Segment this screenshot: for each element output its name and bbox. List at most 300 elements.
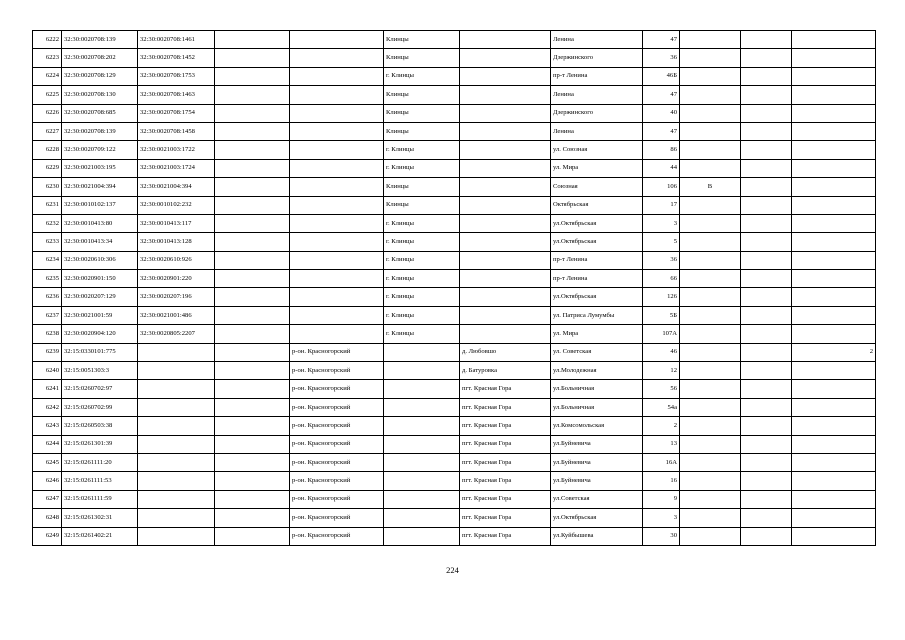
- cell-district: р-он. Красногорский: [290, 380, 384, 398]
- cell-house: 2: [643, 417, 680, 435]
- cell-row-number: 6236: [33, 288, 62, 306]
- cell-col-4: [215, 472, 290, 490]
- cell-building: [680, 527, 741, 545]
- cell-cadastral-number: 32:15:0261111:59: [62, 490, 138, 508]
- cell-col-4: [215, 251, 290, 269]
- cell-object-number: [138, 435, 215, 453]
- cell-settlement: пгт. Красная Гора: [460, 417, 551, 435]
- cell-row-number: 6228: [33, 141, 62, 159]
- cell-district: р-он. Красногорский: [290, 417, 384, 435]
- cell-house: 5: [643, 233, 680, 251]
- cell-col-4: [215, 490, 290, 508]
- cell-building: [680, 233, 741, 251]
- cell-col-12: [792, 453, 876, 471]
- cell-object-number: 32:30:0010102:232: [138, 196, 215, 214]
- cell-object-number: 32:30:0020901:220: [138, 270, 215, 288]
- cell-street: ул. Союзная: [551, 141, 643, 159]
- cell-city: г. Клинцы: [384, 233, 460, 251]
- table-row: [33, 104, 876, 122]
- cell-col-12: [792, 509, 876, 527]
- cell-city: [384, 527, 460, 545]
- cell-col-11: [741, 251, 792, 269]
- cell-building: [680, 398, 741, 416]
- cell-district: [290, 122, 384, 140]
- cell-district: р-он. Красногорский: [290, 527, 384, 545]
- table-row: [33, 453, 876, 471]
- cell-row-number: 6246: [33, 472, 62, 490]
- cell-house: 3: [643, 214, 680, 232]
- cell-col-4: [215, 435, 290, 453]
- cell-col-12: [792, 435, 876, 453]
- cell-building: [680, 417, 741, 435]
- cell-col-12: [792, 67, 876, 85]
- cell-col-4: [215, 214, 290, 232]
- cell-house: 47: [643, 122, 680, 140]
- table-row: [33, 233, 876, 251]
- cell-cadastral-number: 32:30:0010413:34: [62, 233, 138, 251]
- cell-col-12: 2: [792, 343, 876, 361]
- cell-row-number: 6223: [33, 49, 62, 67]
- cell-settlement: пгт. Красная Гора: [460, 380, 551, 398]
- cell-house: 47: [643, 31, 680, 49]
- cell-building: [680, 31, 741, 49]
- cell-city: Клинцы: [384, 49, 460, 67]
- cell-col-11: [741, 306, 792, 324]
- cell-cadastral-number: 32:30:0020708:129: [62, 67, 138, 85]
- cell-building: [680, 104, 741, 122]
- cell-col-11: [741, 472, 792, 490]
- cell-street: Дзержинского: [551, 49, 643, 67]
- table-row: [33, 270, 876, 288]
- cell-settlement: пгт. Красная Гора: [460, 490, 551, 508]
- cell-building: [680, 288, 741, 306]
- cell-district: [290, 214, 384, 232]
- cell-settlement: пгт. Красная Гора: [460, 472, 551, 490]
- cell-house: 12: [643, 362, 680, 380]
- cell-col-4: [215, 67, 290, 85]
- cell-district: [290, 141, 384, 159]
- cell-building: В: [680, 178, 741, 196]
- cell-street: ул. Патриса Лумумбы: [551, 306, 643, 324]
- table-row: [33, 159, 876, 177]
- cell-row-number: 6247: [33, 490, 62, 508]
- cell-col-12: [792, 159, 876, 177]
- cell-city: [384, 343, 460, 361]
- cell-col-4: [215, 49, 290, 67]
- cell-col-12: [792, 380, 876, 398]
- cell-building: [680, 122, 741, 140]
- cell-building: [680, 453, 741, 471]
- cell-district: [290, 233, 384, 251]
- cell-col-11: [741, 214, 792, 232]
- cell-row-number: 6237: [33, 306, 62, 324]
- cell-col-12: [792, 214, 876, 232]
- cell-city: г. Клинцы: [384, 141, 460, 159]
- cell-house: 126: [643, 288, 680, 306]
- cell-cadastral-number: 32:15:0261111:53: [62, 472, 138, 490]
- cell-col-12: [792, 233, 876, 251]
- cell-building: [680, 306, 741, 324]
- cell-object-number: [138, 453, 215, 471]
- cell-house: 5Б: [643, 306, 680, 324]
- cell-object-number: [138, 417, 215, 435]
- cell-row-number: 6226: [33, 104, 62, 122]
- cell-city: [384, 398, 460, 416]
- cell-settlement: [460, 122, 551, 140]
- cell-cadastral-number: 32:15:0260702:97: [62, 380, 138, 398]
- cell-col-11: [741, 343, 792, 361]
- cell-cadastral-number: 32:30:0021001:59: [62, 306, 138, 324]
- cell-row-number: 6235: [33, 270, 62, 288]
- cell-col-12: [792, 490, 876, 508]
- cell-col-11: [741, 122, 792, 140]
- cell-building: [680, 196, 741, 214]
- cell-district: р-он. Красногорский: [290, 490, 384, 508]
- cell-col-4: [215, 398, 290, 416]
- cell-street: ул.Молодежная: [551, 362, 643, 380]
- cell-city: г. Клинцы: [384, 251, 460, 269]
- cell-cadastral-number: 32:30:0020901:150: [62, 270, 138, 288]
- cell-col-12: [792, 472, 876, 490]
- cell-house: 86: [643, 141, 680, 159]
- cell-district: р-он. Красногорский: [290, 453, 384, 471]
- cell-building: [680, 362, 741, 380]
- cell-object-number: 32:30:0010413:128: [138, 233, 215, 251]
- cell-district: [290, 196, 384, 214]
- cell-street: Дзержинского: [551, 104, 643, 122]
- cell-cadastral-number: 32:30:0021003:195: [62, 159, 138, 177]
- cell-street: Ленина: [551, 122, 643, 140]
- cell-row-number: 6248: [33, 509, 62, 527]
- cell-district: р-он. Красногорский: [290, 343, 384, 361]
- cell-object-number: 32:30:0021004:394: [138, 178, 215, 196]
- cell-house: 36: [643, 49, 680, 67]
- cell-col-11: [741, 86, 792, 104]
- cell-settlement: [460, 86, 551, 104]
- cell-col-11: [741, 509, 792, 527]
- cell-district: [290, 104, 384, 122]
- cell-street: ул.Больничная: [551, 398, 643, 416]
- cell-cadastral-number: 32:30:0010413:80: [62, 214, 138, 232]
- cell-district: р-он. Красногорский: [290, 398, 384, 416]
- cell-building: [680, 214, 741, 232]
- cell-house: 47: [643, 86, 680, 104]
- cell-col-4: [215, 509, 290, 527]
- cell-city: г. Клинцы: [384, 270, 460, 288]
- cell-house: 13: [643, 435, 680, 453]
- table-row: [33, 178, 876, 196]
- cell-city: [384, 490, 460, 508]
- cell-house: 54а: [643, 398, 680, 416]
- cell-city: [384, 380, 460, 398]
- cell-col-4: [215, 86, 290, 104]
- table-row: [33, 362, 876, 380]
- cell-cadastral-number: 32:15:0261301:39: [62, 435, 138, 453]
- cell-row-number: 6243: [33, 417, 62, 435]
- cell-district: [290, 67, 384, 85]
- cell-cadastral-number: 32:30:0020709:122: [62, 141, 138, 159]
- table-row: [33, 435, 876, 453]
- cell-object-number: 32:30:0021003:1724: [138, 159, 215, 177]
- cell-street: ул.Буйневича: [551, 435, 643, 453]
- cell-col-4: [215, 453, 290, 471]
- cell-building: [680, 141, 741, 159]
- cell-city: [384, 362, 460, 380]
- cell-row-number: 6240: [33, 362, 62, 380]
- cell-house: 106: [643, 178, 680, 196]
- cell-building: [680, 380, 741, 398]
- cell-city: г. Клинцы: [384, 159, 460, 177]
- cell-cadastral-number: 32:15:0261302:31: [62, 509, 138, 527]
- cell-building: [680, 159, 741, 177]
- cell-street: ул.Больничная: [551, 380, 643, 398]
- cell-cadastral-number: 32:30:0020708:130: [62, 86, 138, 104]
- cell-settlement: [460, 49, 551, 67]
- cell-street: Ленина: [551, 31, 643, 49]
- cell-cadastral-number: 32:15:0260503:38: [62, 417, 138, 435]
- table-row: [33, 509, 876, 527]
- cell-col-11: [741, 325, 792, 343]
- cell-object-number: 32:30:0020708:1461: [138, 31, 215, 49]
- cell-building: [680, 67, 741, 85]
- table-row: [33, 527, 876, 545]
- cell-settlement: [460, 159, 551, 177]
- cell-cadastral-number: 32:15:0330101:775: [62, 343, 138, 361]
- cell-settlement: пгт. Красная Гора: [460, 398, 551, 416]
- cell-settlement: [460, 233, 551, 251]
- cell-cadastral-number: 32:30:0020708:139: [62, 31, 138, 49]
- cell-district: [290, 31, 384, 49]
- cell-col-11: [741, 67, 792, 85]
- cell-settlement: [460, 104, 551, 122]
- cell-col-11: [741, 196, 792, 214]
- cell-col-11: [741, 398, 792, 416]
- cell-object-number: [138, 398, 215, 416]
- cell-building: [680, 435, 741, 453]
- cell-col-11: [741, 233, 792, 251]
- cell-object-number: 32:30:0020708:1463: [138, 86, 215, 104]
- cell-col-4: [215, 159, 290, 177]
- cell-building: [680, 251, 741, 269]
- cell-settlement: [460, 270, 551, 288]
- cell-object-number: 32:30:0020207:196: [138, 288, 215, 306]
- cell-col-12: [792, 417, 876, 435]
- cell-city: г. Клинцы: [384, 306, 460, 324]
- cell-col-12: [792, 362, 876, 380]
- cell-col-12: [792, 270, 876, 288]
- cell-object-number: [138, 472, 215, 490]
- cell-cadastral-number: 32:30:0021004:394: [62, 178, 138, 196]
- cell-house: 17: [643, 196, 680, 214]
- cell-street: ул.Куйбышева: [551, 527, 643, 545]
- cell-col-12: [792, 141, 876, 159]
- cell-house: 46: [643, 343, 680, 361]
- cell-house: 107А: [643, 325, 680, 343]
- cell-city: Клинцы: [384, 122, 460, 140]
- cell-house: 30: [643, 527, 680, 545]
- cell-col-4: [215, 31, 290, 49]
- cell-object-number: 32:30:0021001:486: [138, 306, 215, 324]
- cell-col-4: [215, 233, 290, 251]
- table-row: [33, 380, 876, 398]
- cell-row-number: 6231: [33, 196, 62, 214]
- cell-city: Клинцы: [384, 31, 460, 49]
- cell-object-number: 32:30:0020708:1753: [138, 67, 215, 85]
- cell-row-number: 6224: [33, 67, 62, 85]
- cell-row-number: 6225: [33, 86, 62, 104]
- cell-row-number: 6234: [33, 251, 62, 269]
- table-row: [33, 288, 876, 306]
- cell-col-12: [792, 196, 876, 214]
- cell-street: ул.Советская: [551, 490, 643, 508]
- cell-col-4: [215, 306, 290, 324]
- cell-street: пр-т Ленина: [551, 251, 643, 269]
- cell-settlement: пгт. Красная Гора: [460, 435, 551, 453]
- cell-building: [680, 509, 741, 527]
- cell-house: 44: [643, 159, 680, 177]
- cell-cadastral-number: 32:15:0260702:99: [62, 398, 138, 416]
- cell-col-11: [741, 490, 792, 508]
- cell-col-11: [741, 380, 792, 398]
- cell-row-number: 6233: [33, 233, 62, 251]
- table-row: [33, 251, 876, 269]
- cell-settlement: [460, 306, 551, 324]
- cell-city: [384, 417, 460, 435]
- cell-col-11: [741, 417, 792, 435]
- cell-street: Ленина: [551, 86, 643, 104]
- cell-col-11: [741, 178, 792, 196]
- cell-col-4: [215, 270, 290, 288]
- cell-row-number: 6249: [33, 527, 62, 545]
- cell-col-4: [215, 196, 290, 214]
- cell-city: Клинцы: [384, 178, 460, 196]
- cell-district: р-он. Красногорский: [290, 509, 384, 527]
- cell-object-number: 32:30:0020805:2207: [138, 325, 215, 343]
- cell-house: 46Б: [643, 67, 680, 85]
- cell-object-number: [138, 490, 215, 508]
- cell-city: г. Клинцы: [384, 67, 460, 85]
- cell-settlement: [460, 251, 551, 269]
- cell-object-number: [138, 380, 215, 398]
- cell-building: [680, 270, 741, 288]
- cell-col-4: [215, 417, 290, 435]
- cell-col-11: [741, 159, 792, 177]
- cell-cadastral-number: 32:30:0020207:129: [62, 288, 138, 306]
- cell-col-4: [215, 527, 290, 545]
- cell-city: [384, 435, 460, 453]
- cell-street: ул. Мира: [551, 325, 643, 343]
- cell-col-12: [792, 104, 876, 122]
- cell-building: [680, 86, 741, 104]
- cell-col-4: [215, 343, 290, 361]
- cell-col-12: [792, 251, 876, 269]
- cell-col-12: [792, 178, 876, 196]
- cell-settlement: [460, 31, 551, 49]
- table-row: [33, 141, 876, 159]
- cell-building: [680, 325, 741, 343]
- cell-street: ул.Буйневича: [551, 453, 643, 471]
- cell-row-number: 6239: [33, 343, 62, 361]
- cell-col-11: [741, 435, 792, 453]
- cell-street: ул.Октябрьская: [551, 214, 643, 232]
- cell-street: Октябрьская: [551, 196, 643, 214]
- cell-col-11: [741, 104, 792, 122]
- cell-house: 56: [643, 380, 680, 398]
- cell-settlement: пгт. Красная Гора: [460, 509, 551, 527]
- cell-row-number: 6222: [33, 31, 62, 49]
- cell-house: 36: [643, 251, 680, 269]
- cell-street: ул. Советская: [551, 343, 643, 361]
- cell-district: [290, 251, 384, 269]
- cell-house: 3: [643, 509, 680, 527]
- cell-district: [290, 288, 384, 306]
- cell-row-number: 6227: [33, 122, 62, 140]
- cell-settlement: пгт. Красная Гора: [460, 527, 551, 545]
- table-row: [33, 325, 876, 343]
- cell-district: [290, 306, 384, 324]
- cell-street: ул.Октябрьская: [551, 233, 643, 251]
- table-row: [33, 31, 876, 49]
- cell-col-12: [792, 86, 876, 104]
- cell-street: ул.Комсомольская: [551, 417, 643, 435]
- cell-col-11: [741, 141, 792, 159]
- table-row: [33, 67, 876, 85]
- cell-settlement: [460, 214, 551, 232]
- table-row: [33, 472, 876, 490]
- cell-city: [384, 509, 460, 527]
- cell-col-11: [741, 31, 792, 49]
- cell-house: 16: [643, 472, 680, 490]
- cell-col-11: [741, 453, 792, 471]
- cell-city: Клинцы: [384, 86, 460, 104]
- cell-house: 66: [643, 270, 680, 288]
- registry-table: [32, 30, 876, 546]
- table-row: [33, 306, 876, 324]
- cell-cadastral-number: 32:15:0261111:20: [62, 453, 138, 471]
- cell-city: г. Клинцы: [384, 325, 460, 343]
- cell-street: ул.Октябрьская: [551, 509, 643, 527]
- cell-district: [290, 159, 384, 177]
- page-number: 224: [446, 565, 459, 575]
- cell-row-number: 6241: [33, 380, 62, 398]
- cell-building: [680, 343, 741, 361]
- cell-district: [290, 270, 384, 288]
- cell-city: г. Клинцы: [384, 288, 460, 306]
- cell-city: [384, 453, 460, 471]
- table-row: [33, 490, 876, 508]
- cell-cadastral-number: 32:30:0020610:306: [62, 251, 138, 269]
- cell-row-number: 6245: [33, 453, 62, 471]
- cell-district: р-он. Красногорский: [290, 362, 384, 380]
- cell-street: пр-т Ленина: [551, 270, 643, 288]
- cell-col-11: [741, 362, 792, 380]
- table-row: [33, 86, 876, 104]
- table-row: [33, 122, 876, 140]
- cell-col-11: [741, 270, 792, 288]
- cell-col-12: [792, 49, 876, 67]
- cell-col-4: [215, 141, 290, 159]
- cell-cadastral-number: 32:15:0261402:21: [62, 527, 138, 545]
- cell-district: р-он. Красногорский: [290, 472, 384, 490]
- cell-row-number: 6232: [33, 214, 62, 232]
- cell-col-12: [792, 31, 876, 49]
- cell-settlement: д. Любовшо: [460, 343, 551, 361]
- registry-table-body: [33, 31, 876, 546]
- cell-district: [290, 325, 384, 343]
- cell-object-number: [138, 509, 215, 527]
- table-row: [33, 343, 876, 361]
- cell-col-4: [215, 122, 290, 140]
